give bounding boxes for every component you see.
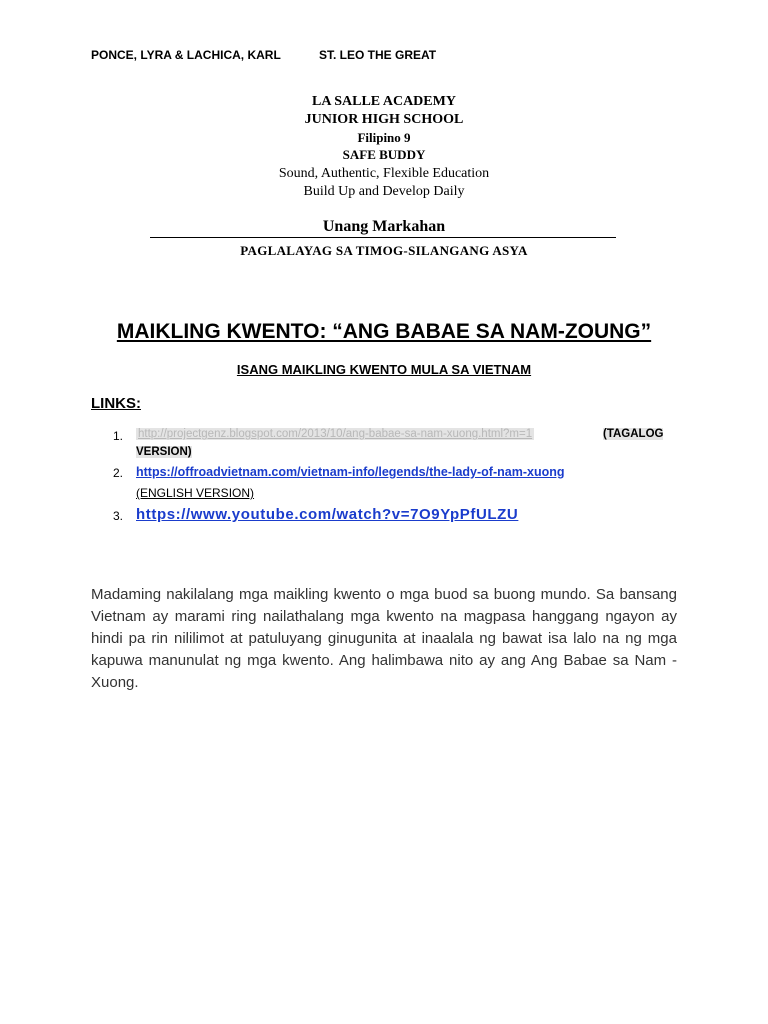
school-level: JUNIOR HIGH SCHOOL [304, 112, 464, 127]
list-number: 1. [113, 429, 124, 443]
link-youtube[interactable]: https://www.youtube.com/watch?v=7O9YpPfULZU [136, 506, 519, 523]
link-english-version[interactable]: https://offroadvietnam.com/vietnam-info/legends/the-lady-of-nam-xuong [136, 465, 565, 479]
quarter-underline [150, 237, 616, 238]
link-note: (TAGALOG [603, 428, 664, 440]
program-name: SAFE BUDDY [342, 147, 426, 162]
quarter-subtitle: PAGLALAYAG SA TIMOG-SILANGANG ASYA [240, 243, 528, 258]
list-number: 3. [113, 509, 124, 523]
motto-line-2: Build Up and Develop Daily [303, 184, 465, 199]
link-note: (ENGLISH VERSION) [136, 486, 255, 500]
motto-line-1: Sound, Authentic, Flexible Education [278, 166, 490, 181]
authors: PONCE, LYRA & LACHICA, KARL [91, 48, 281, 62]
link-note: VERSION) [136, 446, 192, 458]
author-line [91, 48, 437, 62]
institution-name: LA SALLE ACADEMY [312, 94, 456, 109]
subject-name: Filipino 9 [357, 130, 411, 145]
document-title: MAIKLING KWENTO: “ANG BABAE SA NAM-ZOUNG” [116, 320, 652, 343]
link-tagalog-version[interactable]: http://projectgenz.blogspot.com/2013/10/ang-babae-sa-nam-xuong.html?m=1 [138, 428, 533, 440]
body-paragraph: Madaming nakilalang mga maikling kwento o mga buod sa buong mundo. Sa bansang Vietnam ay marami ring nailathalang mga kwento na magpasa hanggang ngayon ay hindi pa rin nililimot at patuluyang ginugunita at inaalala ng bawat isa lalo na ng mga kapuwa manunulat ng mga kwento. Ang halimbawa nito ay ang Ang Babae sa Nam - Xuong. [91, 586, 677, 691]
document-subtitle: ISANG MAIKLING KWENTO MULA SA VIETNAM [236, 362, 532, 377]
links-heading: LINKS: [91, 395, 141, 412]
section-name: ST. LEO THE GREAT [319, 48, 437, 62]
quarter-title: Unang Markahan [322, 218, 446, 235]
list-number: 2. [113, 466, 124, 480]
